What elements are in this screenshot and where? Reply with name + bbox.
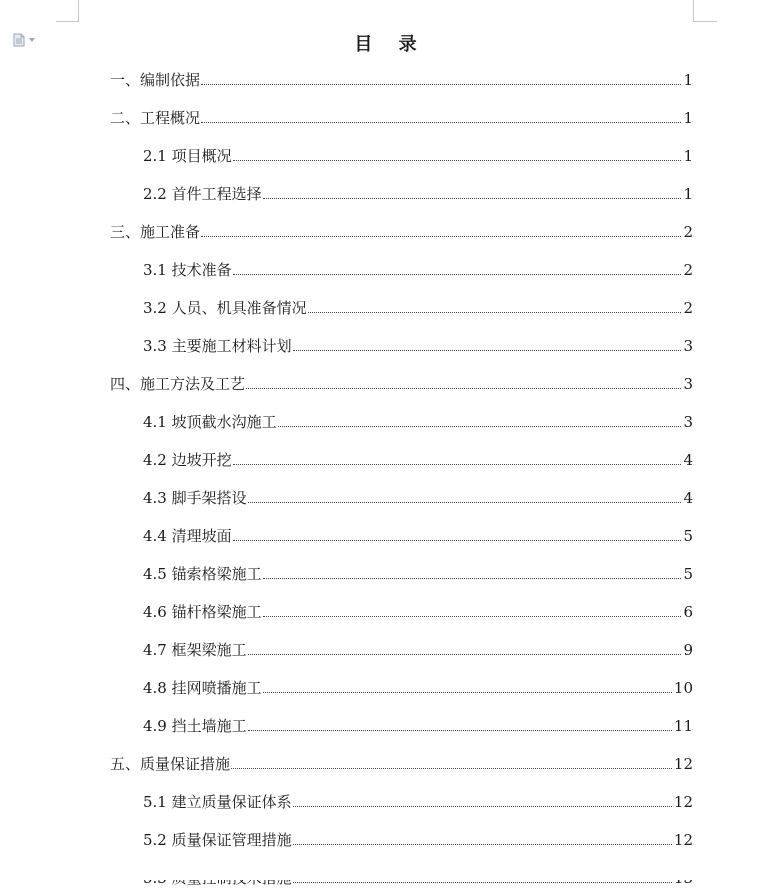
toc-entry-number: 3.1 [143,261,172,279]
toc-entry[interactable] [143,450,693,470]
toc-entry-number: 4.4 [143,527,172,545]
toc-entry-label: 四、施工方法及工艺 [110,375,246,393]
toc-entry[interactable] [143,336,693,356]
toc-entry-label: 人员、机具准备情况 [171,299,307,317]
toc-dot-leader [233,464,682,465]
toc-dot-leader [233,160,682,161]
toc-page-number: 12 [673,755,693,773]
toc-entry-number: 4.2 [143,451,172,469]
toc-entry-number: 3.2 [143,299,172,317]
toc-dot-leader [293,844,672,845]
toc-dot-leader [233,274,682,275]
toc-dot-leader [248,730,672,731]
toc-entry-number: 5.2 [143,831,172,849]
toc-entry-label: 二、工程概况 [110,109,201,127]
toc-entry-label: 边坡开挖 [171,451,232,469]
toc-entry[interactable] [143,640,693,660]
toc-entry-number: 4.5 [143,565,172,583]
toc-entry[interactable] [143,830,693,850]
toc-page-number: 1 [683,71,693,89]
toc-page-number: 3 [683,375,693,393]
toc-dot-leader [201,236,681,237]
toc-entry[interactable] [143,488,693,508]
toc-entry-label: 清理坡面 [171,527,232,545]
toc-page-number: 5 [683,527,693,545]
toc-entry-label: 锚索格梁施工 [171,565,262,583]
toc-entry-label: 技术准备 [171,261,232,279]
toc-entry[interactable] [110,374,693,394]
toc-entry-number: 4.6 [143,603,172,621]
toc-page-number: 10 [673,679,693,697]
toc-entry[interactable] [143,564,693,584]
toc-dot-leader [293,806,672,807]
toc-entry-label: 主要施工材料计划 [171,337,292,355]
toc-dot-leader [278,426,682,427]
toc-dot-leader [263,578,682,579]
toc-dot-leader [263,616,682,617]
toc-page-number: 1 [683,109,693,127]
toc-entry-label: 脚手架搭设 [171,489,247,507]
toc-entry-label: 首件工程选择 [171,185,262,203]
toc-entry-number: 4.3 [143,489,172,507]
toc-entry[interactable] [143,184,693,204]
toc-dot-leader [308,312,682,313]
page-bottom-edge [0,868,771,880]
toc-entry[interactable] [143,412,693,432]
toc-entry-label: 挡土墙施工 [171,717,247,735]
toc-dot-leader [263,692,672,693]
toc-entry-label: 三、施工准备 [110,223,201,241]
toc-page-number: 3 [683,337,693,355]
toc-entry[interactable] [143,792,693,812]
toc-entry[interactable] [143,260,693,280]
toc-entry[interactable] [110,754,693,774]
toc-entry-label: 五、质量保证措施 [110,755,231,773]
toc-page-number: 2 [683,299,693,317]
toc-entry-number: 5.1 [143,793,172,811]
toc-page-number: 4 [683,489,693,507]
toc-entry[interactable] [143,526,693,546]
toc-entry-label: 一、编制依据 [110,71,201,89]
toc-entry-label: 质量保证管理措施 [171,831,292,849]
toc-dot-leader [201,84,681,85]
toc-page-number: 2 [683,223,693,241]
toc-dot-leader [248,654,682,655]
toc-page-number: 12 [673,793,693,811]
toc-page-number: 4 [683,451,693,469]
toc-dot-leader [263,198,682,199]
toc-dot-leader [201,122,681,123]
toc-entry-number: 4.9 [143,717,172,735]
toc-entry-number: 2.1 [143,147,172,165]
toc-entry-label: 建立质量保证体系 [171,793,292,811]
toc-page-number: 6 [683,603,693,621]
toc-dot-leader [293,350,682,351]
toc-entry[interactable] [143,146,693,166]
toc-page-number: 1 [683,185,693,203]
toc-entry-label: 坡顶截水沟施工 [171,413,277,431]
toc-entry[interactable] [143,678,693,698]
page-corner-mark-top-right [693,0,717,22]
toc-dot-leader [246,388,681,389]
toc-dot-leader [293,882,672,883]
toc-entry-number: 4.1 [143,413,172,431]
toc-entry-label: 框架梁施工 [171,641,247,659]
toc-entry-label: 项目概况 [171,147,232,165]
toc-page-number: 1 [683,147,693,165]
toc-entry[interactable] [143,298,693,318]
toc-entry[interactable] [110,222,693,242]
toc-page-number: 12 [673,831,693,849]
toc-title: 目 录 [354,34,427,55]
toc-page-number: 11 [673,717,693,735]
toc-entry-number: 4.7 [143,641,172,659]
toc-entry-label: 挂网喷播施工 [171,679,262,697]
toc-entry[interactable] [143,602,693,622]
toc-dot-leader [248,502,682,503]
toc-page-number: 5 [683,565,693,583]
toc-dot-leader [233,540,682,541]
toc-page-number: 9 [683,641,693,659]
toc-entry[interactable] [143,716,693,736]
toc-entry[interactable] [110,108,693,128]
toc-page-number: 2 [683,261,693,279]
toc-entry-number: 2.2 [143,185,172,203]
toc-entry[interactable] [110,70,693,90]
toc-dot-leader [231,768,672,769]
page-corner-mark-top-left [56,0,79,22]
toc-entry-number: 4.8 [143,679,172,697]
toc-entry-label: 锚杆格梁施工 [171,603,262,621]
toc-entry-number: 3.3 [143,337,172,355]
toc-page-number: 3 [683,413,693,431]
